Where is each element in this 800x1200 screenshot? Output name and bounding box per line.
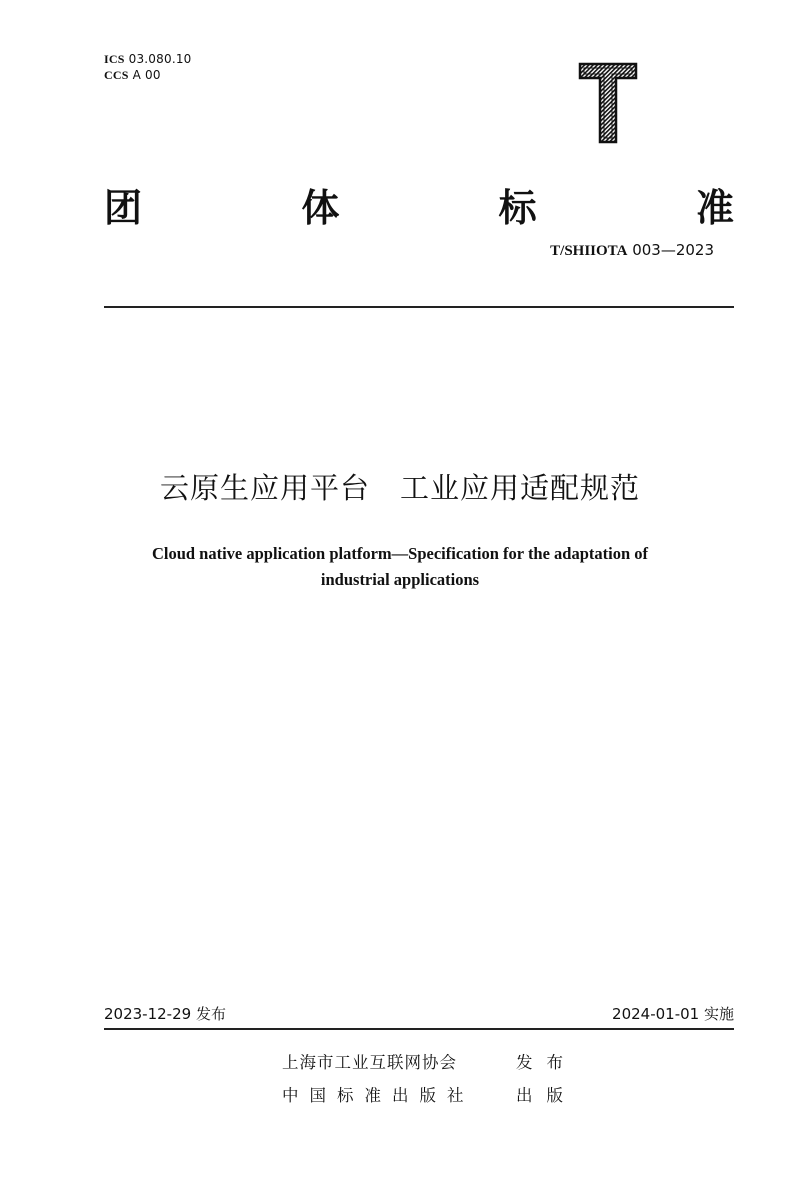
standard-type-char: 体 bbox=[301, 185, 340, 230]
title-english bbox=[110, 541, 690, 593]
ics-code bbox=[104, 52, 192, 67]
implementation-date: 2024-01-01 实施 bbox=[612, 1005, 734, 1023]
title-english-line-2: industrial applications bbox=[320, 570, 480, 589]
top-divider bbox=[104, 306, 734, 308]
issuer-role: 发布 bbox=[516, 1053, 577, 1072]
bottom-divider bbox=[104, 1028, 734, 1030]
press-name: 中国标准出版社 bbox=[282, 1086, 475, 1105]
release-date: 2023-12-29 发布 bbox=[104, 1005, 226, 1023]
standard-number bbox=[550, 241, 714, 260]
standard-type-heading bbox=[104, 176, 734, 232]
standard-type-char: 准 bbox=[695, 185, 734, 230]
standard-type-char: 团 bbox=[104, 185, 143, 230]
ics-label: ICS bbox=[104, 52, 125, 66]
standard-number-value: 003—2023 bbox=[632, 241, 714, 259]
ccs-label: CCS bbox=[104, 68, 129, 82]
press-role: 出版 bbox=[516, 1086, 577, 1105]
title-chinese: 云原生应用平台 工业应用适配规范 bbox=[159, 471, 640, 505]
group-standard-t-logo bbox=[578, 62, 638, 144]
standard-number-prefix: T/SHIIOTA bbox=[550, 243, 628, 259]
ics-value: 03.080.10 bbox=[128, 52, 192, 66]
issuer-name: 上海市工业互联网协会 bbox=[282, 1053, 457, 1072]
ccs-code bbox=[104, 68, 161, 83]
standard-type-char: 标 bbox=[498, 185, 537, 230]
title-english-line-1: Cloud native application platform—Specification for the adaptation of bbox=[151, 544, 649, 563]
ccs-value: A 00 bbox=[132, 68, 161, 82]
